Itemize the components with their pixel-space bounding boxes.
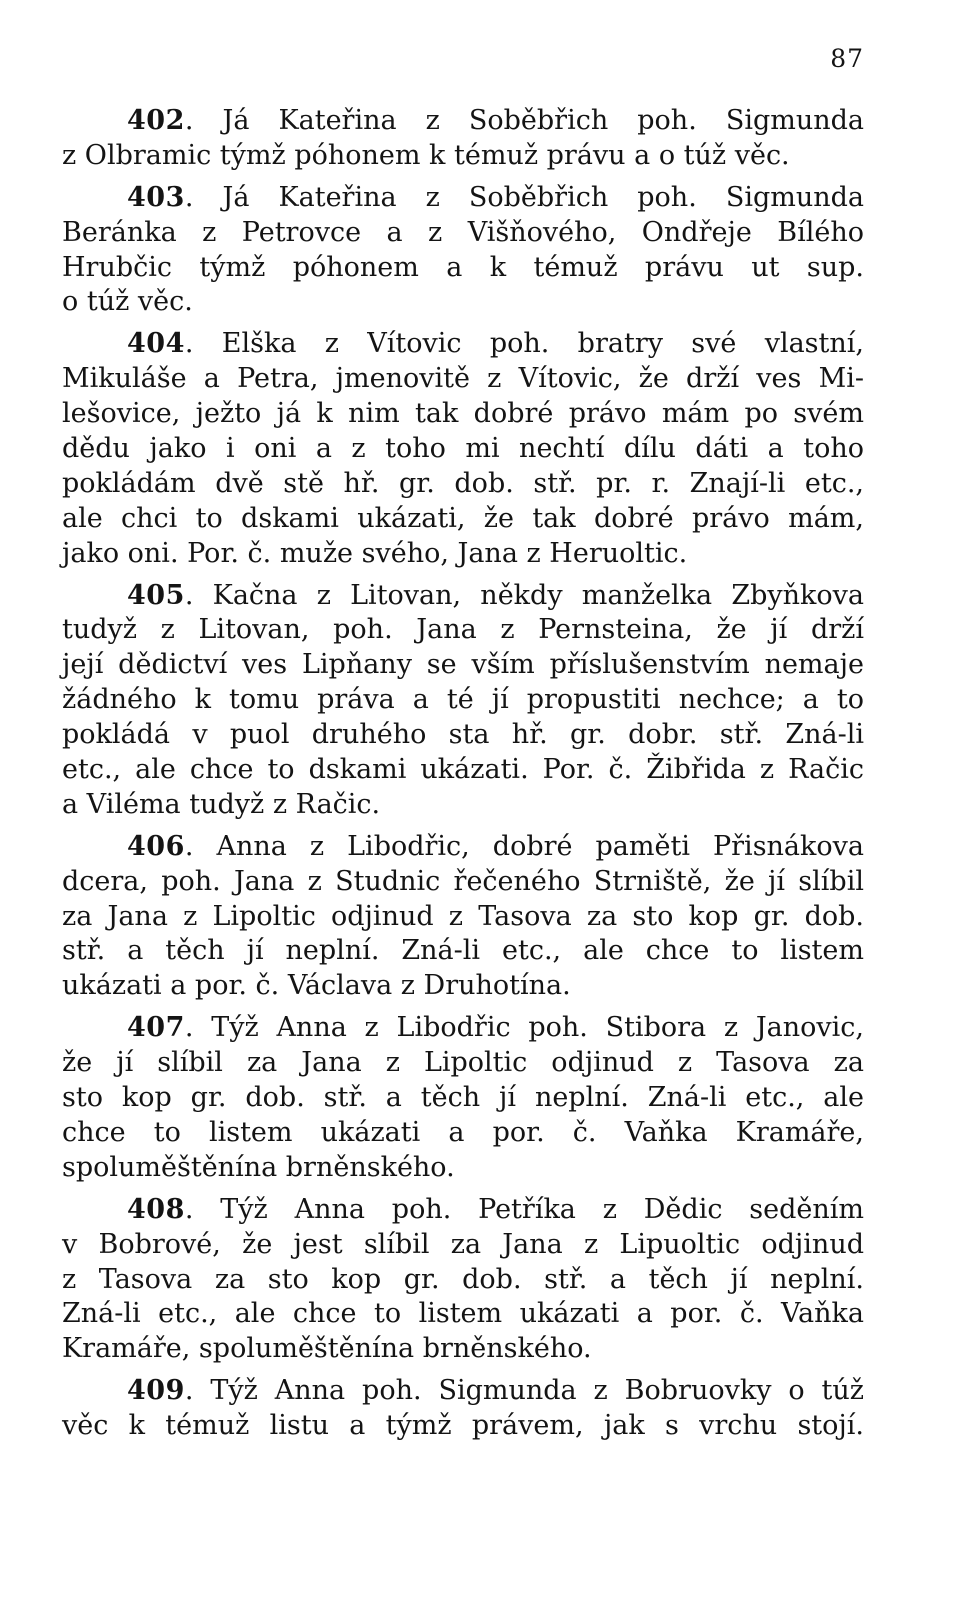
entry-number: 405 [127, 579, 185, 611]
entry-line: spoluměštěnína brněnského. [62, 1151, 455, 1183]
entry-line: ukázati a por. č. Václava z Druhotína. [62, 970, 571, 1002]
entry-line: stř. a těch jí neplní. Zná-li etc., ale chce to listem [62, 935, 864, 967]
entry-line: dcera, poh. Jana z Studnic řečeného Strniště, že jí slíbil [62, 865, 864, 897]
entry-line: věc k témuž listu a týmž právem, jak s vrchu stojí. [62, 1410, 864, 1442]
entry-line: Mikuláše a Petra, jmenovitě z Vítovic, že drží ves Mi- [62, 363, 864, 395]
entry-line: 405. Kačna z Litovan, někdy manželka Zbyňkova [127, 579, 864, 611]
text-block [62, 104, 864, 1451]
entry-number: 409 [127, 1375, 185, 1407]
entry-line: o túž věc. [62, 286, 193, 318]
entry-line: chce to listem ukázati a por. č. Vaňka Kramáře, [62, 1116, 864, 1148]
entry-line: pokládá v puol druhého sta hř. gr. dobr. stř. Zná-li [62, 719, 864, 751]
entry-line: žádného k tomu práva a té jí propustiti nechce; a to [62, 684, 864, 716]
entry-line: 406. Anna z Libodřic, dobré paměti Přisnákova [127, 830, 864, 862]
entry-line: pokládám dvě stě hř. gr. dob. stř. pr. r. Znají-li etc., [62, 467, 864, 499]
entry-line: ale chci to dskami ukázati, že tak dobré právo mám, [62, 502, 864, 534]
entry-line: tudyž z Litovan, poh. Jana z Pernsteina, že jí drží [62, 614, 864, 646]
entry-number: 406 [127, 830, 185, 862]
entry-line: jako oni. Por. č. muže svého, Jana z Heruoltic. [62, 537, 688, 569]
entry-line: 409. Týž Anna poh. Sigmunda z Bobruovky o túž [127, 1375, 864, 1407]
entry-404 [62, 327, 864, 571]
entry-line: a Viléma tudyž z Račic. [62, 788, 381, 820]
entry-line: za Jana z Lipoltic odjinud z Tasova za sto kop gr. dob. [62, 900, 864, 932]
entry-line: z Tasova za sto kop gr. dob. stř. a těch jí neplní. [62, 1263, 864, 1295]
entry-line: Hrubčic týmž póhonem a k témuž právu ut sup. [62, 251, 864, 283]
entry-408 [62, 1193, 864, 1367]
entry-line: 407. Týž Anna z Libodřic poh. Stibora z Janovic, [127, 1012, 864, 1044]
entry-line: že jí slíbil za Jana z Lipoltic odjinud z Tasova za [62, 1047, 864, 1079]
entry-402 [62, 104, 864, 174]
entry-line: 408. Týž Anna poh. Petříka z Dědic seděním [127, 1193, 864, 1225]
entry-number: 402 [127, 105, 185, 136]
entry-number: 403 [127, 181, 185, 213]
entry-405 [62, 579, 864, 823]
entry-line: v Bobrové, že jest slíbil za Jana z Lipuoltic odjinud [62, 1228, 864, 1260]
entry-line: dědu jako i oni a z toho mi nechtí dílu dáti a toho [62, 433, 864, 465]
page-number: 87 [830, 44, 864, 73]
entry-409 [62, 1374, 864, 1444]
entry-line: její dědictví ves Lipňany se vším příslušenstvím nemaje [62, 649, 864, 681]
entry-line: lešovice, ježto já k nim tak dobré právo mám po svém [62, 398, 864, 430]
entry-number: 408 [127, 1193, 185, 1225]
entry-407 [62, 1011, 864, 1185]
entry-406 [62, 830, 864, 1004]
entry-line: Kramáře, spoluměštěnína brněnského. [62, 1333, 592, 1365]
entry-line: 403. Já Kateřina z Soběbřich poh. Sigmunda [127, 181, 864, 213]
entry-line: Zná-li etc., ale chce to listem ukázati a por. č. Vaňka [62, 1298, 864, 1330]
entry-403 [62, 181, 864, 321]
entry-number: 407 [127, 1012, 185, 1044]
entry-number: 404 [127, 328, 185, 360]
entry-line: sto kop gr. dob. stř. a těch jí neplní. Zná-li etc., ale [62, 1082, 864, 1114]
entry-line: Beránka z Petrovce a z Višňového, Ondřeje Bílého [62, 216, 864, 248]
entry-line: 404. Elška z Vítovic poh. bratry své vlastní, [127, 328, 864, 360]
entry-line: z Olbramic týmž póhonem k témuž právu a o túž věc. [62, 139, 790, 171]
entry-line: 402. Já Kateřina z Soběbřich poh. Sigmunda [127, 105, 864, 136]
entry-line: etc., ale chce to dskami ukázati. Por. č. Žibřida z Račic [62, 754, 864, 786]
